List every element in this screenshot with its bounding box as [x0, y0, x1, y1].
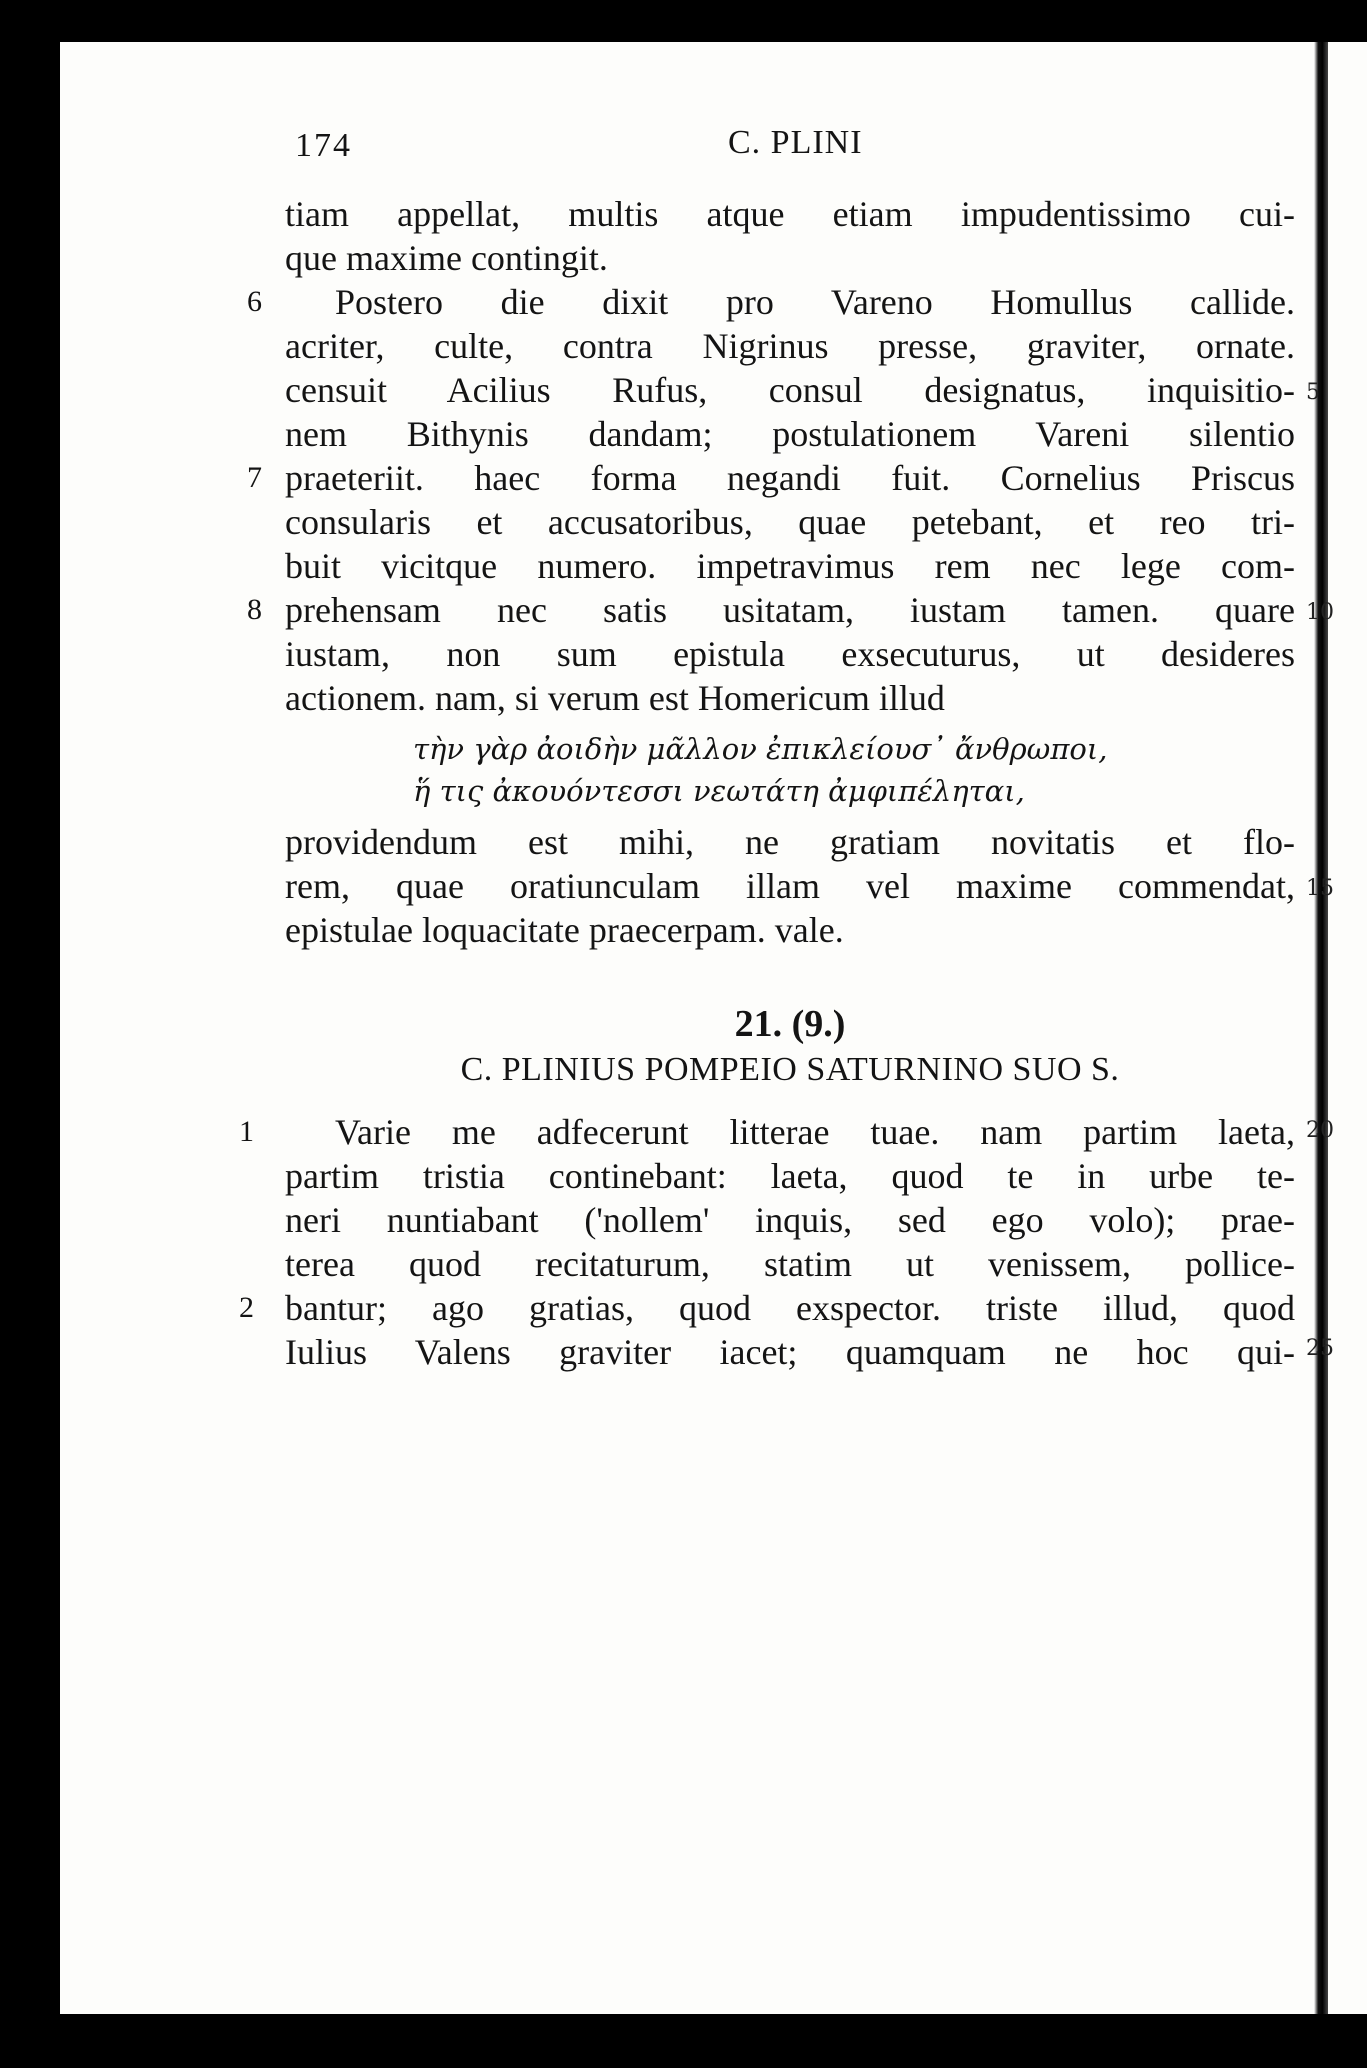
- gutter-strip: [1300, 42, 1367, 2014]
- line-text: iustam, non sum epistula exsecuturus, ut desideres: [285, 634, 1295, 674]
- text-line: [239, 1286, 1295, 1330]
- line-text: rem, quae oratiunculam illam vel maxime commendat,: [285, 866, 1295, 906]
- text-line: [285, 236, 1295, 280]
- section-number: 1: [239, 1115, 254, 1148]
- line-text: nem Bithynis dandam; postulationem Vareni silentio: [285, 414, 1295, 454]
- line-text: Postero die dixit pro Vareno Homullus callide.: [335, 282, 1295, 322]
- line-text: Varie me adfecerunt litterae tuae. nam partim laeta,: [335, 1112, 1295, 1152]
- line-text: actionem. nam, si verum est Homericum illud: [285, 678, 945, 718]
- line-text: que maxime contingit.: [285, 238, 608, 278]
- text-line: [285, 1242, 1295, 1286]
- line-text: tiam appellat, multis atque etiam impudentissimo cui-: [285, 194, 1295, 234]
- line-text: praeteriit. haec forma negandi fuit. Cornelius Priscus: [285, 458, 1295, 498]
- gutter-line-marker: 20: [1306, 1118, 1334, 1143]
- text-line: [285, 676, 1295, 720]
- text-block: [239, 192, 1295, 1374]
- page-number: 174: [295, 127, 352, 164]
- text-line: [285, 500, 1295, 544]
- spine-shadow: [1314, 42, 1328, 2014]
- line-text: prehensam nec satis usitatam, iustam tamen. quare: [285, 590, 1295, 630]
- greek-verse-line: τὴν γὰρ ἀοιδὴν μᾶλλον ἐπικλείουσ᾽ ἄνθρωποι,: [413, 732, 1108, 766]
- text-line: [239, 1110, 1295, 1154]
- text-line: [285, 908, 1295, 952]
- text-line: [285, 412, 1295, 456]
- line-text: partim tristia continebant: laeta, quod te in urbe te-: [285, 1156, 1295, 1196]
- line-text: Iulius Valens graviter iacet; quamquam ne hoc qui-: [285, 1332, 1295, 1372]
- gutter-line-marker: 5: [1306, 380, 1320, 405]
- text-line: [285, 192, 1295, 236]
- text-line: [285, 1330, 1295, 1374]
- line-text: buit vicitque numero. impetravimus rem nec lege com-: [285, 546, 1295, 586]
- text-line: [285, 1154, 1295, 1198]
- letter-number: 21. (9.): [734, 1003, 846, 1045]
- section-number: 6: [247, 285, 262, 318]
- gutter-line-marker: 10: [1306, 600, 1334, 625]
- text-line: [285, 544, 1295, 588]
- text-line: [285, 864, 1295, 908]
- line-text: providendum est mihi, ne gratiam novitatis et flo-: [285, 822, 1295, 862]
- letter-heading: C. PLINIUS POMPEIO SATURNINO SUO S.: [460, 1051, 1120, 1088]
- section-number: 2: [239, 1291, 254, 1324]
- section-number: 8: [247, 593, 262, 626]
- text-line: [247, 588, 1295, 632]
- text-line: [247, 280, 1295, 324]
- text-line: [285, 368, 1295, 412]
- line-text: censuit Acilius Rufus, consul designatus, inquisitio-: [285, 370, 1295, 410]
- gutter-line-marker: 15: [1306, 876, 1334, 901]
- line-text: epistulae loquacitate praecerpam. vale.: [285, 910, 844, 950]
- line-text: terea quod recitaturum, statim ut venissem, pollice-: [285, 1244, 1295, 1284]
- text-line: [247, 456, 1295, 500]
- line-text: consularis et accusatoribus, quae petebant, et reo tri-: [285, 502, 1295, 542]
- greek-verse-line: ἥ τις ἀκουόντεσσι νεωτάτη ἀμφιπέληται,: [413, 774, 1025, 808]
- line-text: acriter, culte, contra Nigrinus presse, graviter, ornate.: [285, 326, 1295, 366]
- line-text: bantur; ago gratias, quod exspector. triste illud, quod: [285, 1288, 1295, 1328]
- text-line: [285, 1198, 1295, 1242]
- line-text: neri nuntiabant ('nollem' inquis, sed ego volo); prae-: [285, 1200, 1295, 1240]
- gutter-line-marker: 25: [1306, 1336, 1334, 1361]
- text-line: [285, 324, 1295, 368]
- text-line: [285, 632, 1295, 676]
- greek-quotation: [285, 728, 1295, 812]
- section-number: 7: [247, 461, 262, 494]
- running-head: C. PLINI: [728, 124, 863, 161]
- text-line: [285, 820, 1295, 864]
